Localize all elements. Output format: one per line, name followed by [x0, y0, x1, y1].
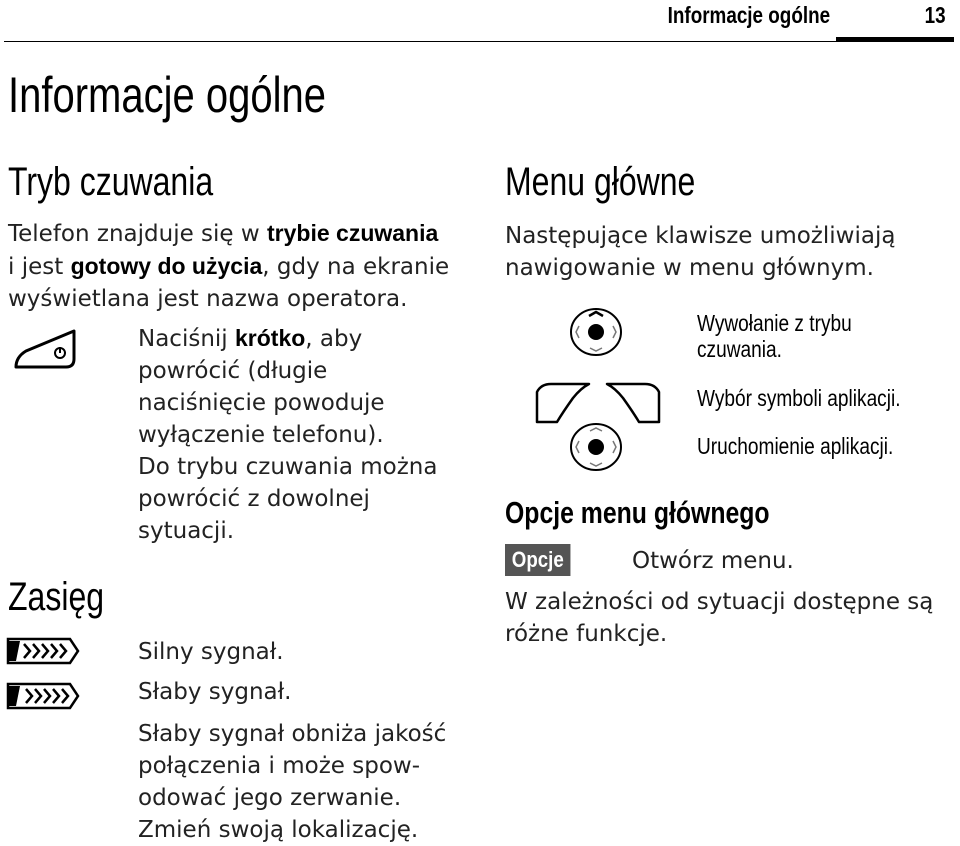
- navigation-key-up-icon: [568, 306, 624, 358]
- soft-keys-icon: [533, 378, 663, 426]
- main-menu-heading: Menu główne: [505, 160, 696, 204]
- weak-signal-icon: [6, 681, 80, 711]
- key-desc-softkeys: Wybór symboli aplikacji.: [697, 385, 901, 411]
- key-desc-standby: Wywołanie z trybu czuwania.: [697, 310, 852, 362]
- strong-signal-label: Silny sygnał.: [138, 639, 284, 665]
- main-menu-intro: Następujące klawisze umożliwiają nawigowanie w menu głównym.: [505, 223, 896, 281]
- key-desc-launch: Uruchomienie aplikacji.: [697, 433, 894, 459]
- header-rule-accent: [836, 37, 954, 42]
- weak-signal-label: Słaby sygnał.: [138, 679, 292, 705]
- page-title: Informacje ogólne: [8, 67, 326, 123]
- standby-instruction: Naciśnij krótko, aby powrócić (długie naciśnięcie powoduje wyłączenie telefonu). Do trybu czuwania można powrócić z dowolnej sytuacji.: [138, 325, 438, 544]
- end-call-key-icon: [12, 327, 78, 373]
- signal-note: Słaby sygnał obniża jakość połączenia i może spow- odować jego zerwanie. Zmień swoją lokalizację.: [138, 721, 447, 843]
- standby-heading: Tryb czuwania: [8, 160, 214, 204]
- menu-options-note: W zależności od sytuacji dostępne są różne funkcje.: [505, 589, 934, 647]
- navigation-key-center-icon: [568, 421, 624, 473]
- running-header-title: Informacje ogólne: [667, 2, 830, 28]
- strong-signal-icon: [6, 636, 80, 666]
- options-softkey-desc: Otwórz menu.: [632, 548, 794, 574]
- header-rule: [4, 41, 954, 42]
- page-number: 13: [925, 2, 946, 28]
- signal-heading: Zasięg: [8, 575, 105, 619]
- standby-intro: Telefon znajduje się w trybie czuwania i jest gotowy do użycia, gdy na ekranie wyświetlana jest nazwa operatora.: [8, 220, 450, 312]
- options-softkey: Opcje: [505, 544, 571, 576]
- menu-options-heading: Opcje menu głównego: [505, 495, 770, 530]
